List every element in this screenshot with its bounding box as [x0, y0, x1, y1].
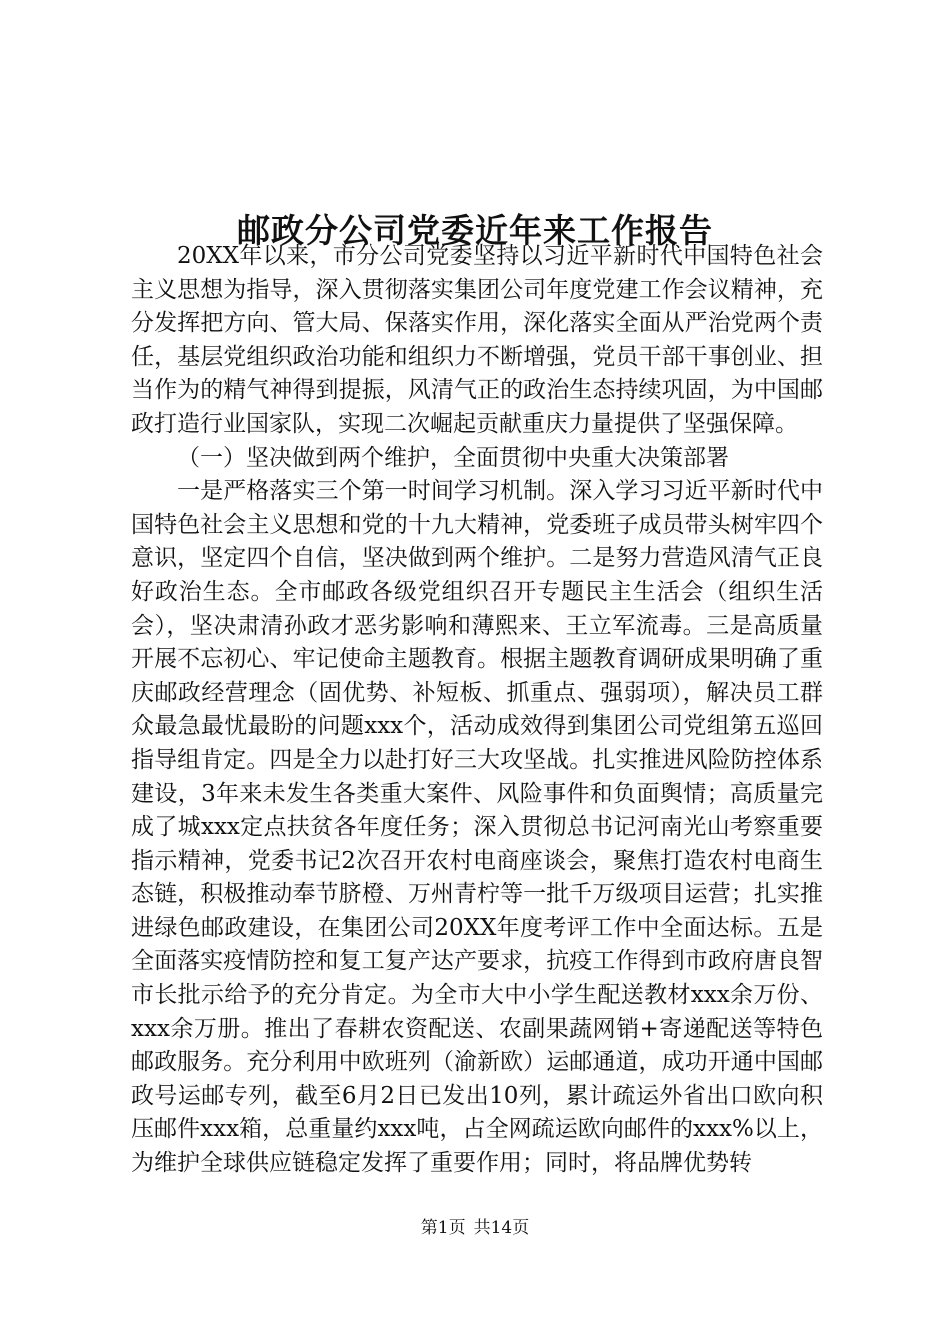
section-heading-1: （一）坚决做到两个维护，全面贯彻中央重大决策部署: [177, 444, 729, 471]
page-number: 第1页: [420, 1218, 466, 1238]
paragraph-intro: 20XX年以来，市分公司党委坚持以习近平新时代中国特色社会主义思想为指导，深入贯彻落实集团公司年度党建工作会议精神，充分发挥把方向、管大局、保落实作用，深化落实全面从严治党两个责任，基层党组织政治功能和组织力不断增强，党员干部干事创业、担当作为的精气神得到提振，风清气正的政治生态持续巩固，为中国邮政打造行业国家队，实现二次崛起贡献重庆力量提供了坚强保障。: [131, 243, 823, 437]
paragraph-section-1: 一是严格落实三个第一时间学习机制。深入学习习近平新时代中国特色社会主义思想和党的十九大精神，党委班子成员带头树牢四个意识，坚定四个自信，坚决做到两个维护。二是努力营造风清气正良好政治生态。全市邮政各级党组织召开专题民主生活会（组织生活会），坚决肃清孙政才恶劣影响和薄熙来、王立军流毒。三是高质量开展不忘初心、牢记使命主题教育。根据主题教育调研成果明确了重庆邮政经营理念（固优势、补短板、抓重点、强弱项），解决员工群众最急最忧最盼的问题xxx个，活动成效得到集团公司党组第五巡回指导组肯定。四是全力以赴打好三大攻坚战。扎实推进风险防控体系建设，3年来未发生各类重大案件、风险事件和负面舆情；高质量完成了城xxx定点扶贫各年度任务；深入贯彻总书记河南光山考察重要指示精神，党委书记2次召开农村电商座谈会，聚焦打造农村电商生态链，积极推动奉节脐橙、万州青柠等一批千万级项目运营；扎实推进绿色邮政建设，在集团公司20XX年度考评工作中全面达标。五是全面落实疫情防控和复工复产达产要求，抗疫工作得到市政府唐良智市长批示给予的充分肯定。为全市大中小学生配送教材xxx余万份、xxx余万册。推出了春耕农资配送、农副果蔬网销+寄递配送等特色邮政服务。充分利用中欧班列（渝新欧）运邮通道，成功开通中国邮政号运邮专列，截至6月2日已发出10列，累计疏运外省出口欧向积压邮件xxx箱，总重量约xxx吨，占全网疏运欧向邮件的xxx%以上，为维护全球供应链稳定发挥了重要作用；同时，将品牌优势转: [131, 478, 823, 1177]
document-body: [131, 240, 823, 1181]
page-footer: [0, 1216, 950, 1240]
document-title: 邮政分公司党委近年来工作报告: [237, 211, 713, 251]
page-count: 共14页: [473, 1218, 530, 1238]
